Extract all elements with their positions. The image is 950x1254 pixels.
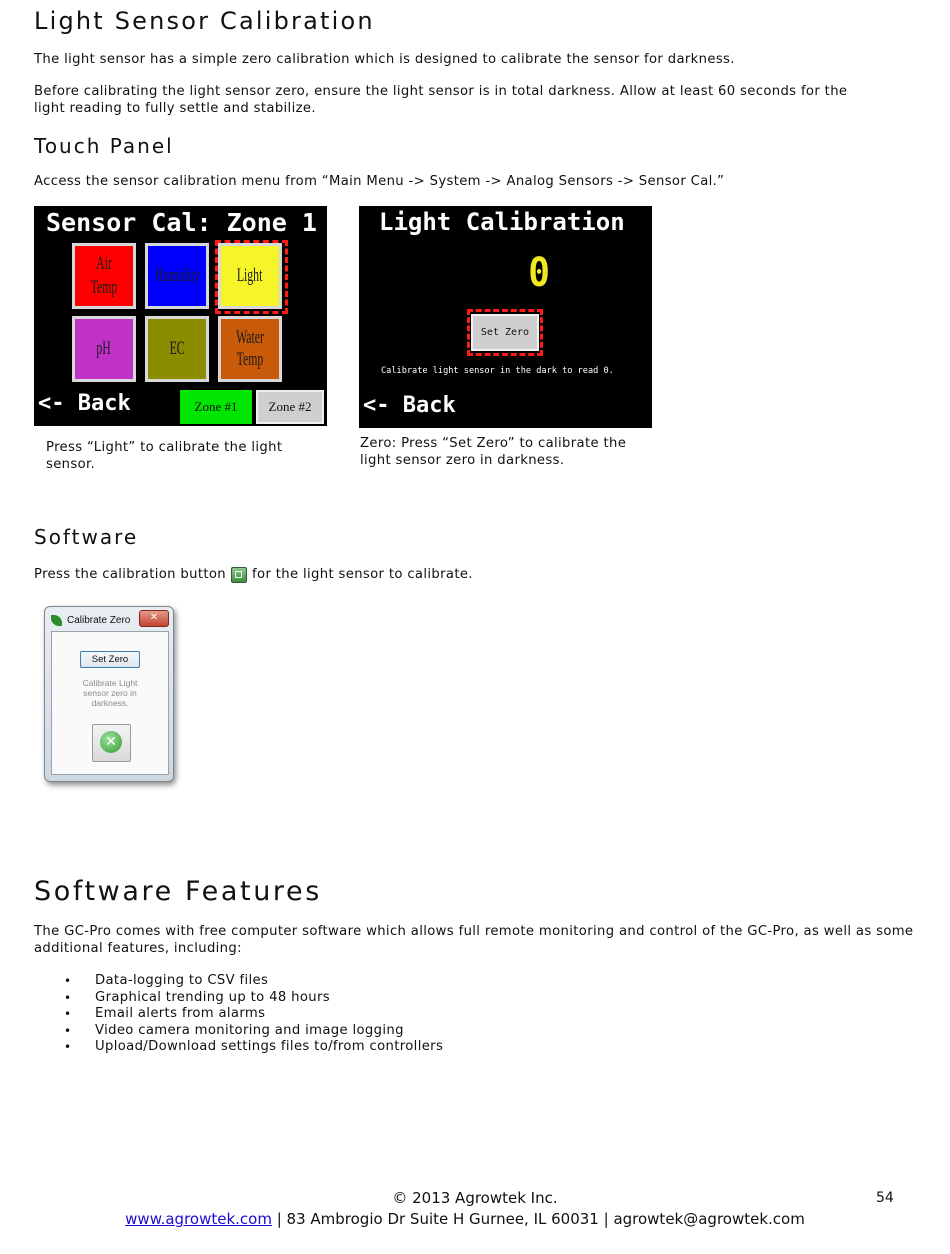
dialog-title: Calibrate Zero xyxy=(67,615,131,626)
zone-1-button[interactable]: Zone #1 xyxy=(180,390,252,424)
screen-title: Light Calibration xyxy=(379,208,625,236)
list-item: • Data-logging to CSV files xyxy=(64,973,269,988)
light-reading-value: 0 xyxy=(528,250,550,296)
set-zero-button[interactable]: Set Zero xyxy=(80,651,140,668)
highlight-marker xyxy=(215,240,288,314)
list-item: • Graphical trending up to 48 hours xyxy=(64,989,330,1005)
tile-air-temp[interactable]: Air Temp xyxy=(72,243,136,309)
list-item: • Email alerts from alarms xyxy=(64,1006,266,1021)
software-instructions: Press the calibration button for the light sensor to calibrate. xyxy=(34,567,473,582)
screen-title: Sensor Cal: Zone 1 xyxy=(46,208,317,237)
dialog-message: Calibrate Light sensor zero in darkness. xyxy=(82,678,138,708)
light-calibration-screen xyxy=(359,206,652,428)
website-link[interactable]: www.agrowtek.com xyxy=(125,1210,272,1228)
tile-humidity[interactable]: Humidity xyxy=(145,243,209,309)
footer-copyright: © 2013 Agrowtek Inc. xyxy=(392,1189,558,1207)
intro-paragraph: The light sensor has a simple zero calibration which is designed to calibrate the sensor for darkness. xyxy=(34,52,735,67)
page-number: 54 xyxy=(876,1190,894,1206)
features-list xyxy=(64,973,444,1056)
back-button[interactable]: <- Back xyxy=(38,391,131,416)
list-item: • Upload/Download settings files to/from controllers xyxy=(64,1039,444,1054)
dialog-body xyxy=(51,631,169,775)
calibrate-icon[interactable] xyxy=(231,567,247,583)
darkness-paragraph: Before calibrating the light sensor zero, ensure the light sensor is in total darkness. Allow at least 60 seconds for the light reading to fully settle and stabilize. xyxy=(34,84,848,116)
page-title: Light Sensor Calibration xyxy=(34,7,375,35)
software-heading: Software xyxy=(34,525,139,549)
screen2-caption: Zero: Press “Set Zero” to calibrate the light sensor zero in darkness. xyxy=(360,436,627,468)
set-zero-button[interactable]: Set Zero xyxy=(471,314,539,351)
footer-contact xyxy=(0,1210,930,1228)
leaf-icon xyxy=(51,615,62,626)
screen1-caption: Press “Light” to calibrate the light sensor. xyxy=(46,440,283,472)
touch-panel-heading: Touch Panel xyxy=(34,134,174,158)
back-button[interactable]: <- Back xyxy=(363,393,456,418)
cancel-icon: ✕ xyxy=(100,731,122,753)
calibration-hint: Calibrate light sensor in the dark to read 0. xyxy=(381,366,614,376)
tile-ph[interactable]: pH xyxy=(72,316,136,382)
tile-light[interactable]: Light xyxy=(218,243,282,309)
list-item: • Video camera monitoring and image logging xyxy=(64,1022,404,1038)
touch-panel-intro: Access the sensor calibration menu from “Main Menu -> System -> Analog Sensors -> Sensor Cal.” xyxy=(34,174,725,189)
calibrate-zero-dialog xyxy=(44,606,174,782)
tile-water-temp[interactable]: Water Temp xyxy=(218,316,282,382)
zone-2-button[interactable]: Zone #2 xyxy=(256,390,324,424)
tile-ec[interactable]: EC xyxy=(145,316,209,382)
features-intro: The GC-Pro comes with free computer software which allows full remote monitoring and control of the GC-Pro, as well as some additional features, including: xyxy=(34,924,914,956)
close-icon[interactable]: ✕ xyxy=(139,610,169,627)
footer-address: | 83 Ambrogio Dr Suite H Gurnee, IL 60031 | agrowtek@agrowtek.com xyxy=(271,1210,805,1228)
sensor-cal-screen xyxy=(34,206,327,426)
software-features-heading: Software Features xyxy=(34,876,322,907)
cancel-button[interactable] xyxy=(92,724,131,762)
